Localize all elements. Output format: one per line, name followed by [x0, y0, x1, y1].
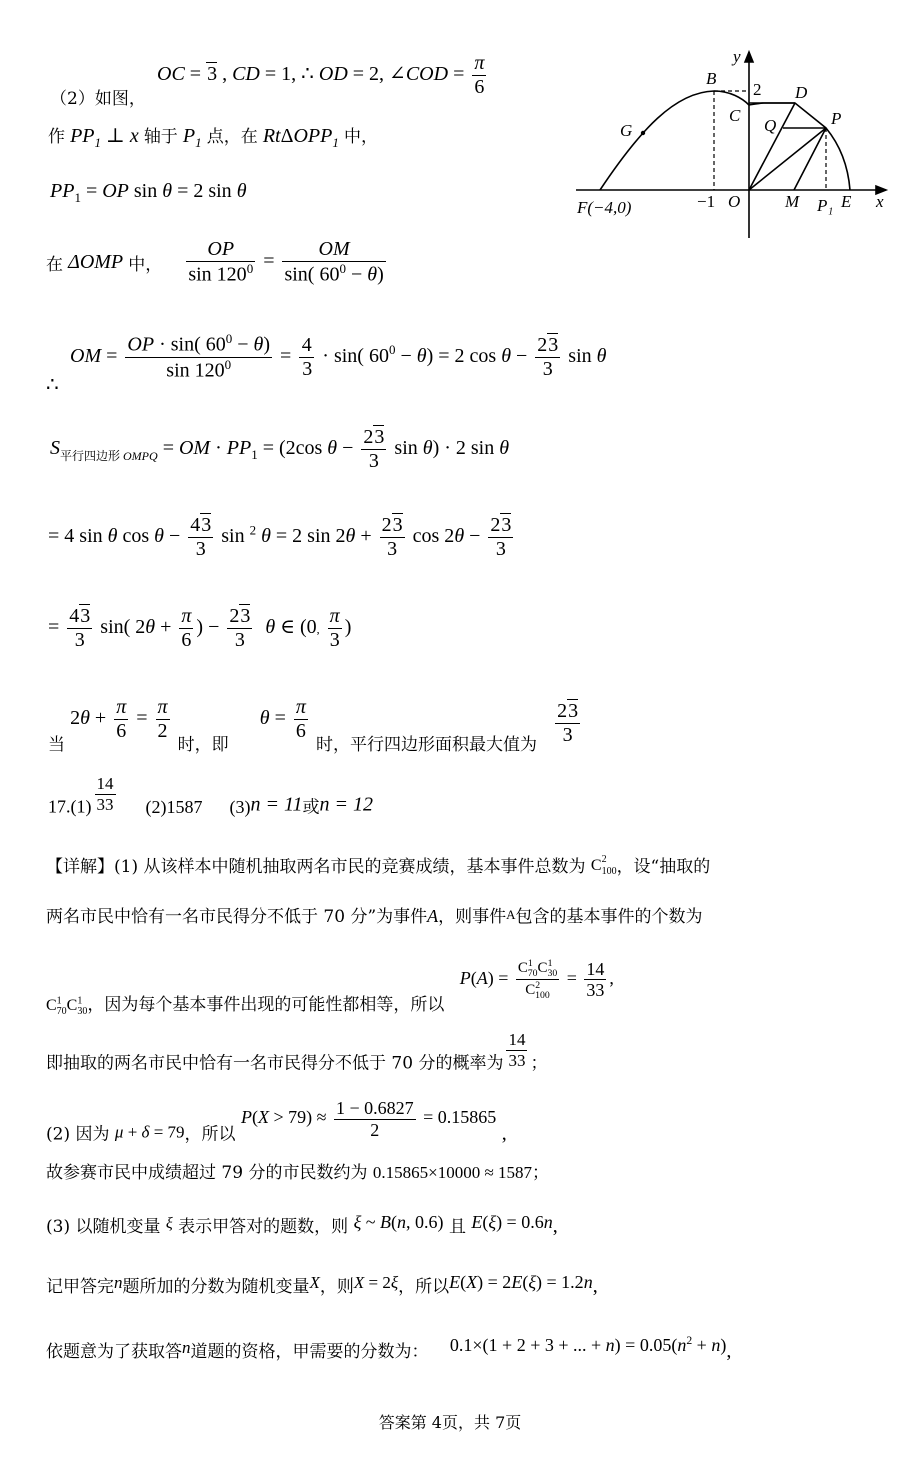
q17-number: 17.(1) — [48, 796, 92, 817]
p3-line3-b: 道题的资格，甲需要的分数为： — [190, 1342, 429, 1362]
part3-q17-line1: (3) 以随机变量 ξ 表示甲答对的题数，则 ξ ~ B(n, 0.6) 且 E(ξ) = 0.6n, — [46, 1212, 558, 1237]
law-sines-eq: $\frac{OP}{\sin 120^0}$ = $\frac{OM}{\sin( 60^0 - \theta)}$ — [188, 238, 384, 286]
p3-text-c: 且 — [448, 1217, 466, 1237]
p3-line2-d: ，所以 — [398, 1277, 450, 1297]
detail-line-3 — [46, 958, 614, 1017]
q17-answer-3b: n = 12 — [319, 793, 374, 816]
label-G: G — [620, 121, 633, 140]
perp-expr: $PP_1$ ⊥ x — [70, 125, 139, 150]
label-2: 2 — [753, 80, 762, 99]
given-equation: OC = 3 , CD = 1, ∴ OD = 2, ∠COD = $\frac{\pi}{6}$ — [157, 52, 485, 98]
p2-line2-end: ； — [532, 1163, 550, 1183]
theta-value: θ = $\frac{\pi}{6}$ — [259, 696, 306, 742]
construct-line — [48, 122, 378, 151]
detail-text-4: 即抽取的两名市民中恰有一名市民得分不低于 70 分的概率为 — [46, 1053, 504, 1074]
p1-label: $P_1$ — [182, 125, 202, 150]
combination-total: $C^2_{100}$ — [590, 854, 617, 878]
triangle-label: RtΔOPP$_1$ — [262, 125, 339, 150]
q17-answers: 17.(1) $\frac{14}{33}$ (2)1587 $(3)n = 11_或n = 12$ — [48, 774, 374, 818]
label-C: C — [729, 106, 741, 125]
label-x: x — [876, 192, 884, 211]
label-Q: Q — [764, 116, 777, 135]
p3-line2-c: ，则 — [319, 1277, 354, 1297]
om-equation: OM = $\frac{OP \cdot \sin( 60^0 - \theta)}{\sin 120^0}$ = $\frac{4}{3}$ · sin( $60^0 - \theta) = 2$ cos θ − $\frac{23}{3}$ sin θ — [70, 331, 607, 382]
segment-MP — [794, 128, 826, 190]
geometry-figure — [570, 40, 895, 250]
p2-line2-text: 故参赛市民中成绩超过 79 分的市民数约为 — [46, 1163, 368, 1183]
p3-line3-a: 依题意为了获取答 — [46, 1342, 182, 1362]
p2-text-a: (2) 因为 — [46, 1124, 110, 1145]
p3-line2-a: 记甲答完 — [46, 1277, 114, 1297]
part2-q17-line1: (2) 因为 μ + δ = 79，所以 P(X > 79) ≈ $\frac{1 - 0.6827}{2}$ = 0.15865 , — [46, 1098, 507, 1145]
omp-label: ΔOMP — [68, 250, 124, 273]
in-text: 在 — [46, 254, 63, 275]
detail-text-2b: ，则事件 — [438, 907, 507, 927]
detail-text-1b: ，设“抽取的 — [616, 857, 711, 877]
y-axis-arrow — [745, 52, 753, 62]
area-equation-3: = $\frac{43}{3}$ sin( 2θ + $\frac{\pi}{6}$ ) − $\frac{23}{3}$ θ ∈ (0, $\frac{\pi}{3}$ ) — [48, 605, 352, 651]
label-P: P — [831, 109, 842, 128]
in-text-end: 中， — [128, 254, 163, 275]
construct-text-3: 轴于 — [143, 127, 178, 147]
combination-favorable: $C^1_{70}C^1_{30}$ — [46, 995, 88, 1018]
detail-text-2a: 两名市民中恰有一名市民得分不低于 70 分”为事件 — [46, 907, 428, 927]
p3-text-a: (3) 以随机变量 — [46, 1217, 161, 1237]
then-text: 时，即 — [177, 735, 229, 756]
result-text: 时，平行四边形面积最大值为 — [315, 735, 537, 756]
label-D: D — [795, 83, 808, 102]
construct-text-7: 中， — [343, 127, 378, 147]
detail-text-4-end: ； — [530, 1053, 548, 1074]
detail-line-1 — [46, 852, 710, 877]
label-M: M — [785, 192, 800, 211]
point-G — [641, 131, 645, 135]
max-line — [48, 696, 583, 755]
when-text: 当 — [48, 735, 65, 756]
area-equation-1: $S_{平行四边形 OMPQ}$ = OM · $PP_1 = (2\cos$ θ − $\frac{23}{3}$ sin θ) · 2 sin θ — [50, 426, 510, 472]
label-P1: P₁ — [817, 196, 834, 215]
detail-text-1: 【详解】(1) 从该样本中随机抽取两名市民的竞赛成绩，基本事件总数为 — [46, 857, 586, 877]
label-B: B — [706, 69, 717, 88]
p3-text-b: 表示甲答对的题数，则 — [178, 1217, 349, 1237]
q17-answer-2: (2)1587 — [145, 796, 203, 817]
probability-equation: P(A) = $\frac{C^1_{70}C^1_{30}}{C^2_{100}}$ = $\frac{14}{33}$ , — [459, 958, 614, 1002]
label-neg1: −1 — [697, 192, 716, 211]
therefore-symbol: ∴ — [46, 374, 59, 396]
q17-or: 或 — [302, 797, 320, 818]
part2-label: （2）如图， — [50, 89, 146, 109]
construct-text-1: 作 — [48, 127, 65, 147]
label-O: O — [728, 192, 741, 211]
part3-q17-line3: 依题意为了获取答n道题的资格，甲需要的分数为： 0.1×(1 + 2 + 3 + ... + $n) = 0.05(n^2 + n)$, — [46, 1334, 732, 1362]
label-F: F(−4,0) — [577, 198, 632, 217]
construct-text-5: 点，在 — [206, 127, 258, 147]
label-E: E — [841, 192, 852, 211]
p2-text-b: ，所以 — [184, 1124, 236, 1145]
pp1-equation: $PP_1$ = OP sin θ = 2 sin θ — [50, 180, 247, 205]
detail-line-4: 即抽取的两名市民中恰有一名市民得分不低于 70 分的概率为 $\frac{14}{33}$ ； — [46, 1030, 548, 1074]
area-equation-2: = 4 sin θ cos θ − $\frac{43}{3}$ sin $^2$ θ = 2 sin 2θ + $\frac{23}{3}$ cos 2θ − $\frac{23}{3}$ — [48, 514, 512, 560]
part2-q17-line2 — [46, 1158, 549, 1183]
max-value: $\frac{23}{3}$ — [557, 700, 579, 746]
label-y: y — [733, 47, 741, 66]
q17-answer-3a: n = 11 — [250, 793, 303, 816]
detail-text-3: ，因为每个基本事件出现的可能性都相等，所以 — [87, 994, 445, 1015]
curve-FB — [600, 91, 749, 190]
segment-OP — [749, 128, 826, 190]
omp-law-of-sines — [46, 238, 389, 287]
q17-answer-3-prefix: (3) — [229, 796, 251, 817]
part3-q17-line2: 记甲答完n题所加的分数为随机变量X，则X = 2ξ，所以E(X) = 2E(ξ) = 1.2n, — [46, 1272, 598, 1297]
p3-line2-b: 题所加的分数为随机变量 — [122, 1277, 310, 1297]
page-footer: 答案第 4页，共 7页 — [378, 1413, 522, 1432]
detail-text-2c: 包含的基本事件的个数为 — [515, 907, 703, 927]
tail-probability: P(X > 79) ≈ $\frac{1 - 0.6827}{2}$ = 0.15865 — [240, 1098, 497, 1140]
max-condition: 2θ + $\frac{\pi}{6}$ = $\frac{\pi}{2}$ — [70, 696, 168, 742]
detail-line-2: 两名市民中恰有一名市民得分不低于 70 分”为事件A，则事件A包含的基本事件的个数为 — [46, 906, 703, 927]
p2-line2-value: 0.15865×10000 ≈ 1587 — [372, 1163, 533, 1182]
